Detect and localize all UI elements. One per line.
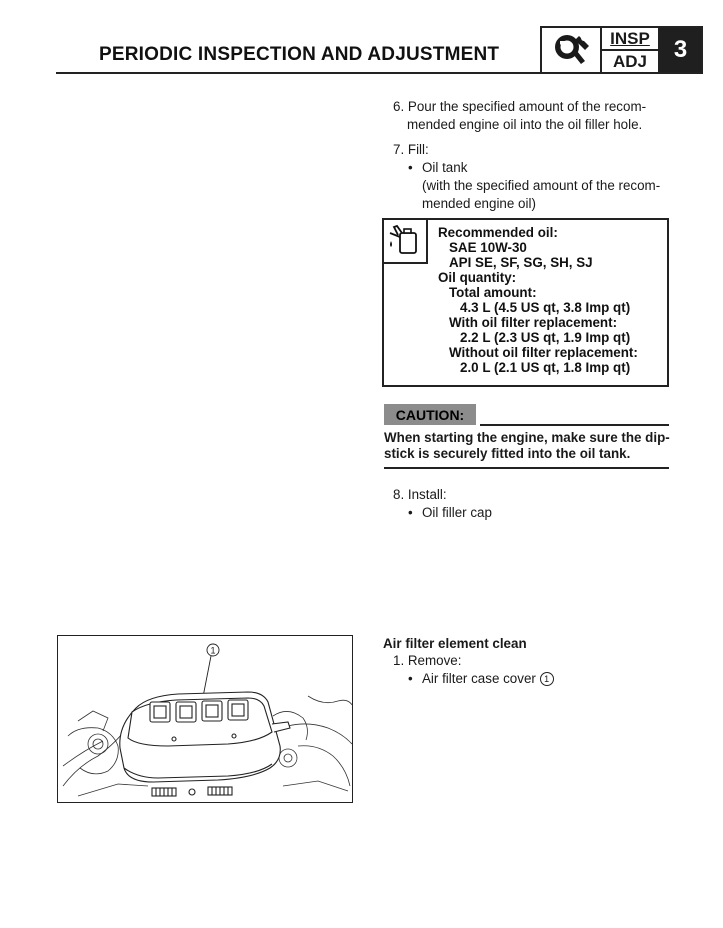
step7-bullet: Oil tank	[422, 160, 468, 175]
spec-line: Oil quantity:	[438, 270, 517, 285]
air-filter-bullet-dot: •	[408, 671, 413, 686]
spec-line: Recommended oil:	[438, 225, 558, 240]
badge-adj: ADJ	[612, 51, 647, 71]
caution-line1: When starting the engine, make sure the dip-	[384, 430, 670, 445]
step6-line1: 6. Pour the specified amount of the recom-	[393, 99, 647, 114]
chapter-number: 3	[660, 28, 701, 72]
spec-line: 4.3 L (4.5 US qt, 3.8 Imp qt)	[460, 300, 631, 315]
step7-note-line2: mended engine oil)	[422, 196, 536, 211]
badge-insp: INSP	[602, 28, 658, 51]
section-badge	[540, 26, 703, 74]
spec-line: With oil filter replacement:	[449, 315, 618, 330]
wrench-magnifier-icon	[542, 28, 602, 72]
air-filter-step1: 1. Remove:	[393, 653, 462, 668]
spec-line: SAE 10W-30	[449, 240, 527, 255]
spec-line: 2.0 L (2.1 US qt, 1.8 Imp qt)	[460, 360, 631, 375]
spec-line: Without oil filter replacement:	[449, 345, 638, 360]
page-title: PERIODIC INSPECTION AND ADJUSTMENT	[99, 44, 500, 65]
air-filter-heading: Air filter element clean	[383, 636, 527, 651]
caution-line2: stick is securely fitted into the oil tank.	[384, 446, 631, 461]
step8-bullet: Oil filler cap	[422, 505, 492, 520]
step7-label: 7. Fill:	[393, 142, 429, 157]
air-filter-bullet	[422, 670, 554, 688]
figure-callout: 1	[210, 645, 216, 656]
spec-line: Total amount:	[449, 285, 537, 300]
oil-can-icon	[382, 218, 428, 264]
step7-bullet-dot: •	[408, 160, 413, 175]
step8-label: 8. Install:	[393, 487, 447, 502]
air-filter-figure	[57, 635, 353, 803]
step8-bullet-dot: •	[408, 505, 413, 520]
header-rule	[56, 72, 540, 74]
callout-marker: 1	[540, 672, 554, 686]
caution-rule-bottom	[384, 467, 669, 469]
air-filter-case-cover-illustration	[58, 636, 353, 803]
caution-rule-top	[480, 424, 669, 426]
caution-label: CAUTION:	[384, 404, 476, 425]
spec-line: API SE, SF, SG, SH, SJ	[449, 255, 593, 270]
step6-line2: mended engine oil into the oil filler hole.	[407, 117, 643, 132]
spec-line: 2.2 L (2.3 US qt, 1.9 Imp qt)	[460, 330, 631, 345]
step7-note-line1: (with the specified amount of the recom-	[422, 178, 661, 193]
air-filter-bullet-text: Air filter case cover	[422, 671, 536, 686]
